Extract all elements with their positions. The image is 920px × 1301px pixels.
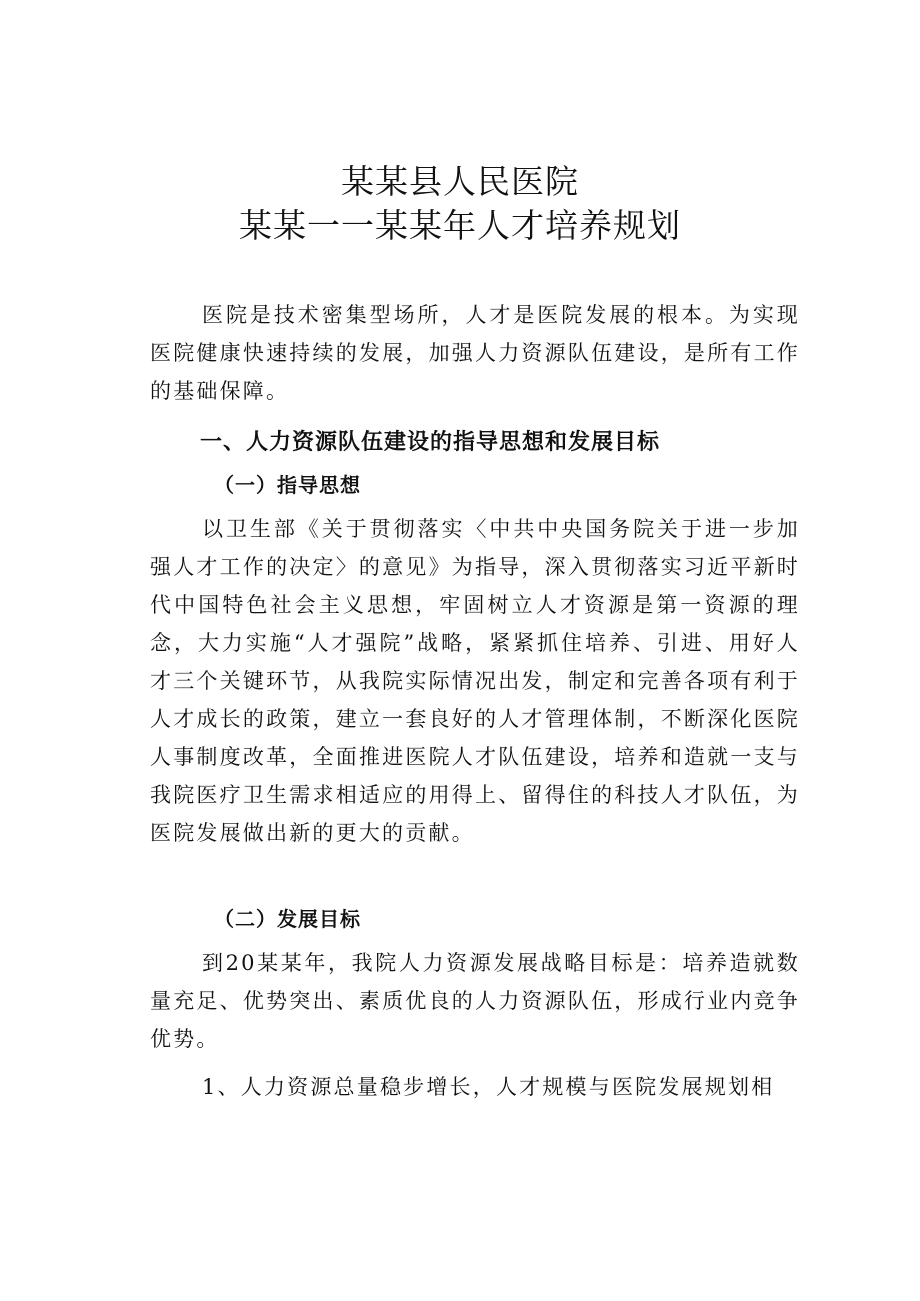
- section-1-1-heading: （一）指导思想: [214, 473, 361, 497]
- development-goal-paragraph: 到20某某年，我院人力资源发展战略目标是：培养造就数量充足、优势突出、素质优良的人力资源队伍，形成行业内竞争优势。: [150, 951, 800, 1051]
- intro-paragraph: 医院是技术密集型场所，人才是医院发展的根本。为实现医院健康快速持续的发展，加强人力资源队伍建设，是所有工作的基础保障。: [150, 303, 800, 403]
- guiding-ideology-paragraph: 以卫生部《关于贯彻落实〈中共中央国务院关于进一步加强人才工作的决定〉的意见》为指导，深入贯彻落实习近平新时代中国特色社会主义思想，牢固树立人才资源是第一资源的理念，大力实施“人才强院”战略，紧紧抓住培养、引进、用好人才三个关键环节，从我院实际情况出发，制定和完善各项有利于人才成长的政策，建立一套良好的人才管理体制，不断深化医院人事制度改革，全面推进医院人才队伍建设，培养和造就一支与我院医疗卫生需求相适应的用得上、留得住的科技人才队伍，为医院发展做出新的更大的贡献。: [150, 517, 800, 845]
- section-1-heading: 一、人力资源队伍建设的指导思想和发展目标: [200, 430, 661, 455]
- title-line-hospital: 某某县人民医院: [341, 162, 579, 201]
- title-line-plan: 某某一一某某年人才培养规划: [239, 206, 681, 245]
- document-title: [0, 160, 920, 248]
- section-1-2-heading: （二）发展目标: [214, 907, 361, 931]
- goal-item-1: 1、人力资源总量稳步增长，人才规模与医院发展规划相: [202, 1075, 775, 1099]
